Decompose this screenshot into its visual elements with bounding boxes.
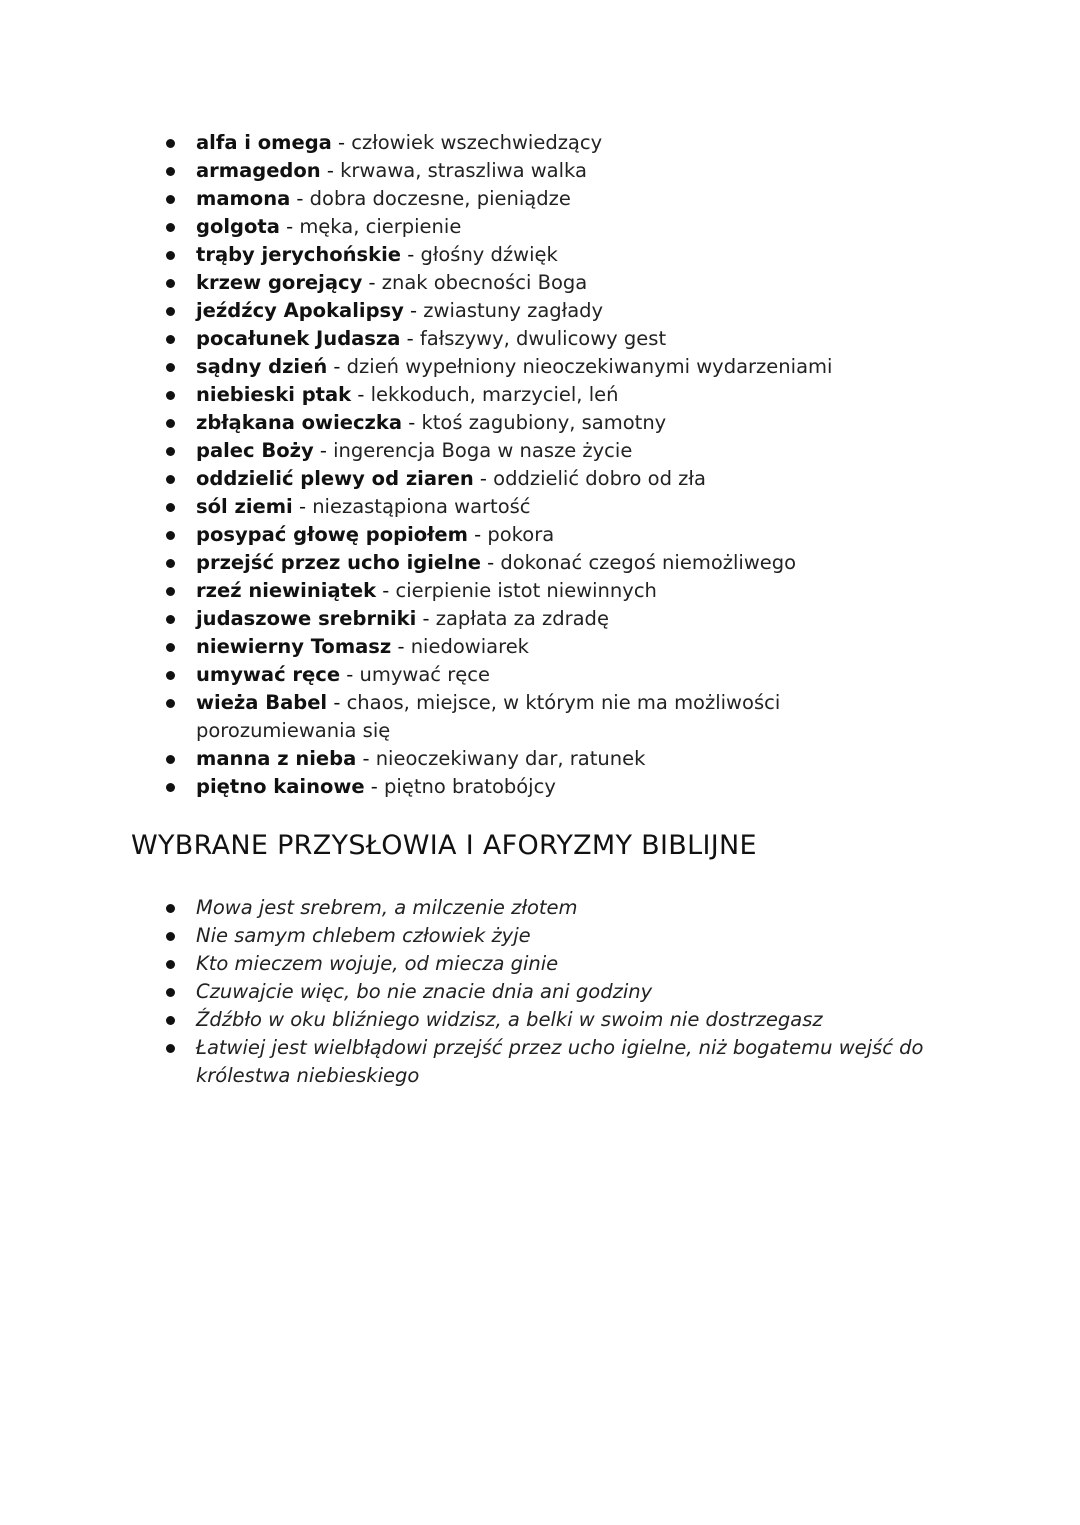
list-item [160, 521, 960, 549]
idiom-term: palec Boży [196, 439, 314, 462]
bullet-icon [166, 223, 175, 232]
bullet-icon [166, 615, 175, 624]
idiom-meaning: ingerencja Boga w nasze życie [333, 439, 633, 462]
bullet-icon [166, 139, 175, 148]
proverb-text: Łatwiej jest wielbłądowi przejść przez ucho igielne, niż bogatemu wejść do królestwa niebieskiego [196, 1036, 924, 1087]
idioms-list [160, 129, 960, 801]
bullet-icon [166, 475, 175, 484]
bullet-icon [166, 503, 175, 512]
list-item [160, 297, 960, 325]
bullet-icon [166, 279, 175, 288]
idiom-meaning: niezastąpiona wartość [312, 495, 531, 518]
idiom-separator: - [279, 215, 300, 238]
list-item [160, 1034, 960, 1090]
idiom-meaning: krwawa, straszliwa walka [340, 159, 587, 182]
idiom-separator: - [327, 355, 347, 378]
bullet-icon [166, 699, 175, 708]
idiom-separator: - [362, 271, 382, 294]
bullet-icon [166, 419, 175, 428]
bullet-icon [166, 988, 175, 997]
list-item [160, 773, 960, 801]
idiom-separator: - [402, 411, 422, 434]
idiom-separator: - [351, 383, 371, 406]
idiom-meaning: głośny dźwięk [420, 243, 558, 266]
idiom-separator: - [327, 691, 347, 714]
idiom-term: piętno kainowe [196, 775, 365, 798]
idiom-term: niebieski ptak [196, 383, 352, 406]
bullet-icon [166, 755, 175, 764]
list-item [160, 745, 960, 773]
idiom-term: niewierny Tomasz [196, 635, 392, 658]
idiom-separator: - [416, 607, 436, 630]
idiom-meaning: męka, cierpienie [299, 215, 462, 238]
bullet-icon [166, 1044, 175, 1053]
bullet-icon [166, 960, 175, 969]
idiom-meaning: lekkoduch, marzyciel, leń [370, 383, 619, 406]
list-item [160, 353, 960, 381]
idiom-separator: - [376, 579, 396, 602]
bullet-icon [166, 587, 175, 596]
idiom-meaning: znak obecności Boga [381, 271, 588, 294]
idiom-meaning: człowiek wszechwiedzący [351, 131, 603, 154]
idiom-separator: - [401, 243, 421, 266]
list-item [160, 894, 960, 922]
bullet-icon [166, 251, 175, 260]
bullet-icon [166, 363, 175, 372]
bullet-icon [166, 195, 175, 204]
section-heading: WYBRANE PRZYSŁOWIA I AFORYZMY BIBLIJNE [131, 830, 757, 861]
proverbs-list [160, 894, 960, 1090]
idiom-meaning: dokonać czegoś niemożliwego [500, 551, 797, 574]
list-item [160, 241, 960, 269]
idiom-meaning: dzień wypełniony nieoczekiwanymi wydarzeniami [346, 355, 833, 378]
bullet-icon [166, 932, 175, 941]
list-item [160, 129, 960, 157]
idiom-meaning: dobra doczesne, pieniądze [309, 187, 571, 210]
idiom-term: pocałunek Judasza [196, 327, 401, 350]
list-item [160, 325, 960, 353]
idiom-separator: - [290, 187, 310, 210]
idiom-meaning: piętno bratobójcy [384, 775, 556, 798]
idiom-separator: - [356, 747, 376, 770]
idiom-separator: - [480, 551, 501, 574]
idiom-meaning: zapłata za zdradę [435, 607, 609, 630]
idiom-meaning: pokora [487, 523, 555, 546]
idiom-meaning: chaos, miejsce, w którym nie ma możliwości porozumiewania się [196, 691, 781, 742]
idiom-term: sól ziemi [196, 495, 293, 518]
list-item [160, 549, 960, 577]
bullet-icon [166, 391, 175, 400]
list-item [160, 978, 960, 1006]
idiom-separator: - [292, 495, 313, 518]
list-item [160, 493, 960, 521]
idiom-meaning: cierpienie istot niewinnych [395, 579, 657, 602]
idiom-term: umywać ręce [196, 663, 341, 686]
idiom-separator: - [400, 327, 420, 350]
idiom-separator: - [320, 159, 341, 182]
idiom-separator: - [331, 131, 352, 154]
list-item [160, 213, 960, 241]
idiom-term: posypać głowę popiołem [196, 523, 468, 546]
idiom-term: sądny dzień [196, 355, 328, 378]
proverb-text: Nie samym chlebem człowiek żyje [196, 924, 531, 947]
idiom-meaning: umywać ręce [359, 663, 490, 686]
idiom-term: oddzielić plewy od ziaren [196, 467, 474, 490]
list-item [160, 1006, 960, 1034]
idiom-separator: - [340, 663, 360, 686]
idiom-meaning: ktoś zagubiony, samotny [421, 411, 667, 434]
bullet-icon [166, 167, 175, 176]
bullet-icon [166, 1016, 175, 1025]
list-item [160, 465, 960, 493]
bullet-icon [166, 447, 175, 456]
bullet-icon [166, 559, 175, 568]
list-item [160, 605, 960, 633]
idiom-term: manna z nieba [196, 747, 357, 770]
idiom-term: wieża Babel [196, 691, 328, 714]
idiom-meaning: oddzielić dobro od zła [493, 467, 706, 490]
idiom-separator: - [403, 299, 424, 322]
list-item [160, 185, 960, 213]
bullet-icon [166, 904, 175, 913]
list-item [160, 922, 960, 950]
idiom-meaning: fałszywy, dwulicowy gest [419, 327, 667, 350]
list-item [160, 689, 796, 745]
proverb-text: Kto mieczem wojuje, od miecza ginie [196, 952, 559, 975]
proverb-text: Źdźbło w oku bliźniego widzisz, a belki w swoim nie dostrzegasz [196, 1008, 823, 1031]
idiom-term: rzeź niewiniątek [196, 579, 377, 602]
idiom-meaning: nieoczekiwany dar, ratunek [375, 747, 646, 770]
list-item [160, 661, 960, 689]
list-item [160, 381, 960, 409]
idiom-term: alfa i omega [196, 131, 332, 154]
list-item [160, 633, 960, 661]
bullet-icon [166, 643, 175, 652]
bullet-icon [166, 335, 175, 344]
list-item [160, 269, 960, 297]
idiom-term: przejść przez ucho igielne [196, 551, 481, 574]
list-item [160, 157, 960, 185]
idiom-term: mamona [196, 187, 291, 210]
list-item [160, 437, 960, 465]
idiom-term: armagedon [196, 159, 321, 182]
list-item [160, 409, 960, 437]
idiom-separator: - [391, 635, 411, 658]
list-item [160, 950, 960, 978]
bullet-icon [166, 671, 175, 680]
idiom-separator: - [467, 523, 488, 546]
idiom-meaning: niedowiarek [410, 635, 529, 658]
idiom-term: zbłąkana owieczka [196, 411, 403, 434]
bullet-icon [166, 307, 175, 316]
idiom-term: judaszowe srebrniki [196, 607, 417, 630]
proverb-text: Czuwajcie więc, bo nie znacie dnia ani godziny [196, 980, 653, 1003]
bullet-icon [166, 783, 175, 792]
idiom-term: krzew gorejący [196, 271, 363, 294]
idiom-separator: - [313, 439, 334, 462]
list-item [160, 577, 960, 605]
idiom-separator: - [473, 467, 494, 490]
idiom-term: jeźdźcy Apokalipsy [196, 299, 404, 322]
idiom-separator: - [364, 775, 385, 798]
proverb-text: Mowa jest srebrem, a milczenie złotem [196, 896, 578, 919]
bullet-icon [166, 531, 175, 540]
idiom-term: trąby jerychońskie [196, 243, 401, 266]
idiom-meaning: zwiastuny zagłady [423, 299, 604, 322]
idiom-term: golgota [196, 215, 280, 238]
